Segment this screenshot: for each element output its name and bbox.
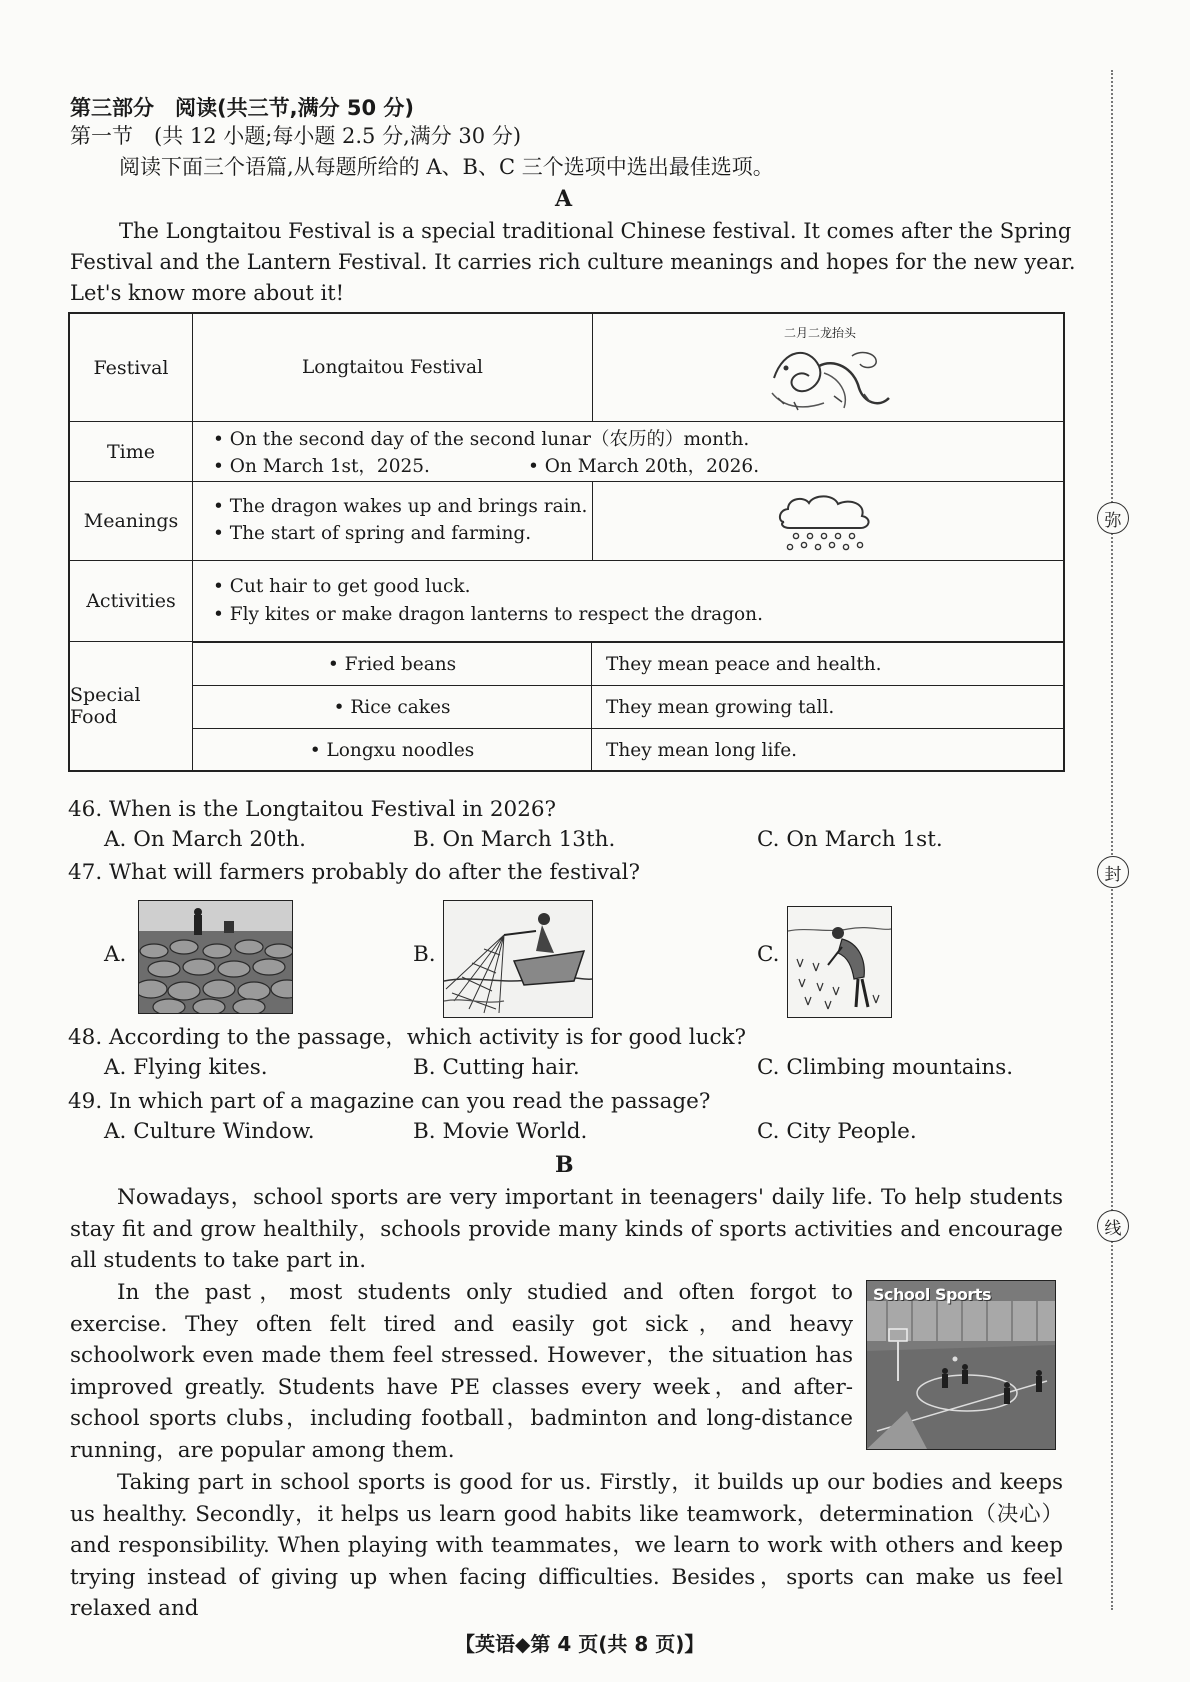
- passage-b-paragraph-3: Taking part in school sports is good for us. Firstly，it builds up our bodies and keeps us healthy. Secondly，it helps us learn good habits like teamwork，determination（决心）and responsibility. When playing with teammates，we learn to work with others and keep trying instead of giving up when facing difficulties. Besides，sports can make us feel relaxed and: [70, 1470, 1063, 1621]
- time-label: Time: [70, 422, 193, 481]
- meanings-cell: [193, 482, 593, 560]
- time-row: [70, 421, 1063, 481]
- festival-table: [68, 312, 1065, 772]
- question-46: 46. When is the Longtaitou Festival in 2026?: [68, 797, 557, 822]
- corn-harvest-icon: [139, 901, 292, 1013]
- food-meaning-1: They mean peace and health.: [606, 653, 882, 675]
- passage-b-paragraph-1: Nowadays，school sports are very important in teenagers' daily life. To help students stay fit and grow healthily，schools provide many kinds of sports activities and encourage all students to take part in.: [70, 1185, 1063, 1273]
- time-cell: [193, 422, 1063, 481]
- school-sports-title: School Sports: [873, 1285, 991, 1304]
- section-title: 第一节 (共 12 小题;每小题 2.5 分,满分 30 分): [70, 124, 522, 148]
- question-49: 49. In which part of a magazine can you read the passage?: [68, 1089, 711, 1114]
- food-meaning-3: They mean long life.: [606, 739, 798, 761]
- q48-option-b: B. Cutting hair.: [413, 1055, 580, 1080]
- time-line-2b: • On March 20th，2026.: [528, 456, 760, 477]
- food-item-3: [193, 728, 1063, 771]
- seal-xian: 线: [1097, 1210, 1129, 1242]
- passage-a-letter: A: [555, 186, 573, 212]
- dragon-caption: 二月二龙抬头: [784, 326, 857, 340]
- part-title: 第三部分 阅读(共三节,满分 50 分): [70, 96, 415, 120]
- q49-option-b: B. Movie World.: [413, 1119, 588, 1144]
- activities-cell: [193, 561, 1063, 641]
- q49-option-c: C. City People.: [757, 1119, 917, 1144]
- dragon-icon: [764, 338, 894, 416]
- q49-option-a: A. Culture Window.: [104, 1119, 315, 1144]
- rain-cloud-icon: [776, 492, 876, 554]
- rain-image-cell: [594, 482, 1063, 560]
- q46-option-b: B. On March 13th.: [413, 827, 616, 852]
- q48-option-c: C. Climbing mountains.: [757, 1055, 1014, 1080]
- passage-b-letter: B: [555, 1152, 574, 1178]
- planting-picture: [787, 906, 892, 1018]
- corn-harvest-picture: [138, 900, 293, 1014]
- q47-option-a: A.: [104, 942, 127, 967]
- intro-line-1: The Longtaitou Festival is a special traditional Chinese festival. It comes after the Spring: [119, 219, 1072, 243]
- question-47: 47. What will farmers probably do after the festival?: [68, 860, 641, 885]
- q48-option-a: A. Flying kites.: [104, 1055, 268, 1080]
- intro-line-3: Let's know more about it!: [70, 281, 345, 305]
- seal-feng: 封: [1097, 856, 1129, 888]
- binding-line: [1111, 70, 1113, 1610]
- dragon-image-cell: [594, 314, 1063, 421]
- meanings-line-2: • The start of spring and farming.: [213, 523, 532, 544]
- time-line-2a: • On March 1st，2025.: [213, 456, 430, 477]
- activities-line-2: • Fly kites or make dragon lanterns to respect the dragon.: [213, 604, 763, 625]
- fishing-net-icon: [444, 901, 592, 1017]
- food-meaning-2: They mean growing tall.: [606, 696, 835, 718]
- instruction: 阅读下面三个语篇,从每题所给的 A、B、C 三个选项中选出最佳选项。: [119, 155, 774, 179]
- food-name-3: • Longxu noodles: [193, 729, 592, 771]
- festival-label: Festival: [70, 314, 193, 421]
- rice-planting-icon: [788, 907, 891, 1017]
- meanings-label: Meanings: [70, 482, 193, 560]
- activities-label: Activities: [70, 561, 193, 641]
- page-footer: 【英语◆第 4 页(共 8 页)】: [455, 1632, 705, 1656]
- fishing-picture: [443, 900, 593, 1018]
- festival-name-cell: [193, 314, 593, 421]
- q46-option-c: C. On March 1st.: [757, 827, 943, 852]
- time-line-1: • On the second day of the second lunar（农历的）month.: [213, 429, 750, 450]
- special-food-label: Special Food: [70, 642, 193, 770]
- passage-b-paragraph-2: In the past，most students only studied and often forgot to exercise. They often felt tired and easily got sick，and heavy schoolwork even made them feel stressed. However，the situation has improved greatly. Students have PE classes every week，and after-school sports clubs，including football，badminton and long-distance running，are popular among them.: [70, 1280, 853, 1463]
- question-48: 48. According to the passage，which activity is for good luck?: [68, 1025, 747, 1050]
- intro-line-2: Festival and the Lantern Festival. It carries rich culture meanings and hopes for the new year.: [70, 250, 1076, 274]
- q46-option-a: A. On March 20th.: [104, 827, 307, 852]
- meanings-row: [70, 481, 1063, 560]
- meanings-line-1: • The dragon wakes up and brings rain.: [213, 496, 588, 517]
- q47-option-b: B.: [413, 942, 436, 967]
- q47-option-c: C.: [757, 942, 780, 967]
- school-sports-picture: [866, 1280, 1056, 1450]
- food-name-1: • Fried beans: [193, 643, 592, 685]
- festival-name: Longtaitou Festival: [302, 357, 483, 378]
- food-item-2: [193, 685, 1063, 728]
- food-item-1: [193, 642, 1063, 685]
- basketball-court-icon: [867, 1281, 1055, 1449]
- special-food-row: [70, 641, 1063, 770]
- food-name-2: • Rice cakes: [193, 686, 592, 728]
- activities-line-1: • Cut hair to get good luck.: [213, 576, 471, 597]
- activities-row: [70, 560, 1063, 641]
- festival-row: [70, 314, 1063, 421]
- seal-mi: 弥: [1097, 502, 1129, 534]
